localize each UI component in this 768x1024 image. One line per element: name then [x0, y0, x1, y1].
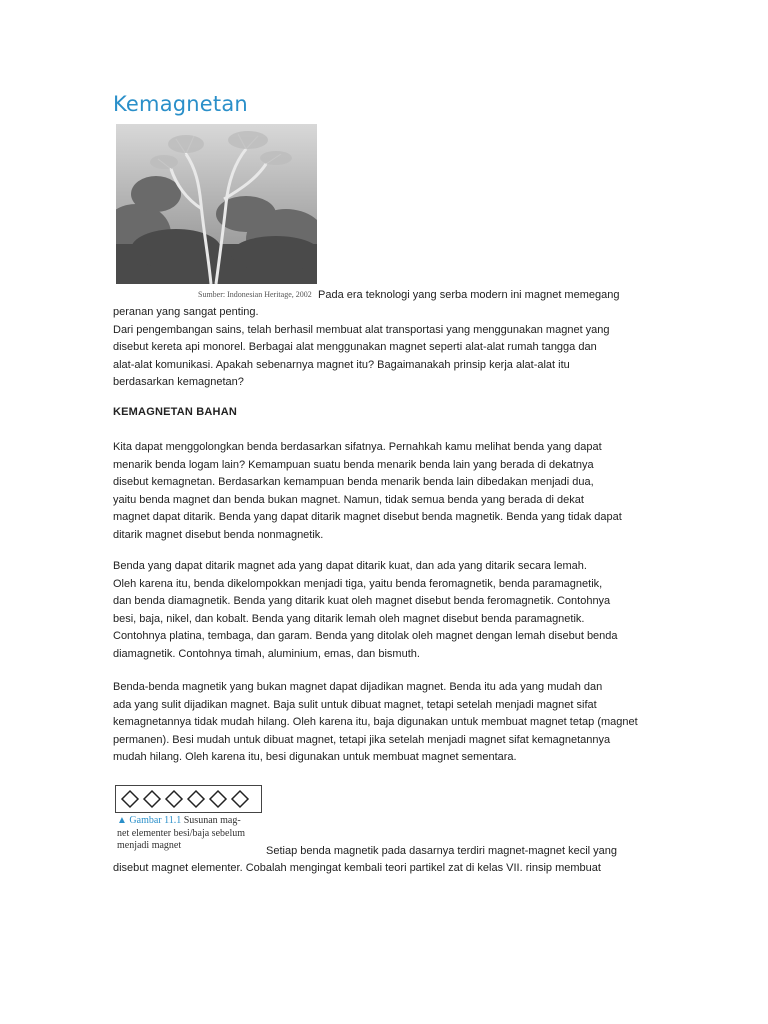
paragraph-3 — [113, 679, 656, 767]
magnet-elementer-figure — [115, 785, 262, 813]
text-line: Oleh karena itu, benda dikelompokkan menjadi tiga, yaitu benda feromagnetik, benda paramagnetik, — [113, 577, 603, 590]
intro-paragraph — [113, 304, 656, 392]
text-line: Benda yang dapat ditarik magnet ada yang dapat ditarik kuat, dan ada yang ditarik secara lemah. — [113, 560, 587, 572]
forest-tree-photo — [116, 124, 317, 284]
text-line: peranan yang sangat penting. — [113, 306, 259, 318]
text-line: magnet dapat ditarik. Benda yang dapat ditarik magnet disebut benda magnetik. Benda yang tidak dapat — [113, 511, 622, 524]
text-line: Kita dapat menggolongkan benda berdasarkan sifatnya. Pernahkah kamu melihat benda yang dapat — [113, 441, 602, 453]
text-line: diamagnetik. Contohnya timah, aluminium, emas, dan bismuth. — [113, 647, 420, 660]
elementary-magnet-icon — [210, 791, 226, 807]
text-line: permanen). Besi mudah untuk dibuat magnet, tetapi jika setelah menjadi magnet sifat kemagnetannya — [113, 733, 611, 746]
tree-illustration-icon — [116, 124, 317, 284]
figure-caption — [117, 815, 267, 853]
text-line: ada yang sulit dijadikan magnet. Baja sulit untuk dibuat magnet, tetapi setelah menjadi magnet sifat — [113, 698, 597, 711]
text-line: kemagnetannya tidak mudah hilang. Oleh karena itu, baja digunakan untuk membuat magnet tetap (magnet — [113, 716, 638, 729]
elementary-magnet-icon — [188, 791, 204, 807]
closing-inline-text: Setiap benda magnetik pada dasarnya terdiri magnet-magnet kecil yang — [266, 845, 617, 857]
text-line: dan benda diamagnetik. Benda yang ditarik kuat oleh magnet disebut benda feromagnetik. Contohnya — [113, 595, 611, 608]
elementary-magnet-icon — [144, 791, 160, 807]
elementary-magnet-icon — [166, 791, 182, 807]
photo-source-caption: Sumber: Indonesian Heritage, 2002 — [198, 290, 312, 299]
figure-caption-line: menjadi magnet — [117, 840, 182, 851]
text-line: Benda-benda magnetik yang bukan magnet dapat dijadikan magnet. Benda itu ada yang mudah dan — [113, 681, 603, 693]
text-line: besi, baja, nikel, dan kobalt. Benda yang ditarik lemah oleh magnet disebut benda paramagnetik. — [113, 612, 585, 625]
figure-label: Gambar 11.1 — [129, 815, 182, 826]
text-line: Contohnya platina, tembaga, dan garam. Benda yang ditolak oleh magnet dengan lemah disebut benda — [113, 630, 618, 643]
figure-caption-line: net elementer besi/baja sebelum — [117, 827, 246, 839]
text-line: berdasarkan kemagnetan? — [113, 376, 244, 389]
page-title: Kemagnetan — [113, 92, 248, 116]
paragraph-2 — [113, 558, 656, 664]
text-line: ditarik magnet disebut benda nonmagnetik. — [113, 528, 324, 541]
text-line: disebut kereta api monorel. Berbagai alat menggunakan magnet seperti alat-alat rumah tangga dan — [113, 341, 597, 354]
triangle-marker-icon: ▲ — [117, 815, 127, 826]
text-line: menarik benda logam lain? Kemampuan suatu benda menarik benda lain yang berada di dekatnya — [113, 458, 594, 471]
elementary-magnet-icon — [122, 791, 138, 807]
text-line: disebut kemagnetan. Berdasarkan kemampuan benda menarik benda lain dibedakan menjadi dua, — [113, 476, 594, 489]
text-line: Dari pengembangan sains, telah berhasil membuat alat transportasi yang menggunakan magnet yang — [113, 323, 610, 336]
section-heading: KEMAGNETAN BAHAN — [113, 406, 237, 418]
magnet-elementer-diagram — [116, 786, 261, 812]
paragraph-1 — [113, 439, 656, 545]
figure-caption-line: Susunan mag- — [183, 815, 241, 826]
intro-inline-text: Pada era teknologi yang serba modern ini magnet memegang — [318, 289, 620, 301]
elementary-magnet-icon — [232, 791, 248, 807]
text-line: yaitu benda magnet dan benda bukan magnet. Namun, tidak semua benda yang berada di dekat — [113, 493, 584, 506]
text-line: alat-alat komunikasi. Apakah sebenarnya magnet itu? Bagaimanakah prinsip kerja alat-alat itu — [113, 358, 570, 371]
text-line: mudah hilang. Oleh karena itu, besi digunakan untuk membuat magnet sementara. — [113, 751, 517, 764]
closing-line: disebut magnet elementer. Cobalah mengingat kembali teori partikel zat di kelas VII. rinsip membuat — [113, 862, 601, 874]
